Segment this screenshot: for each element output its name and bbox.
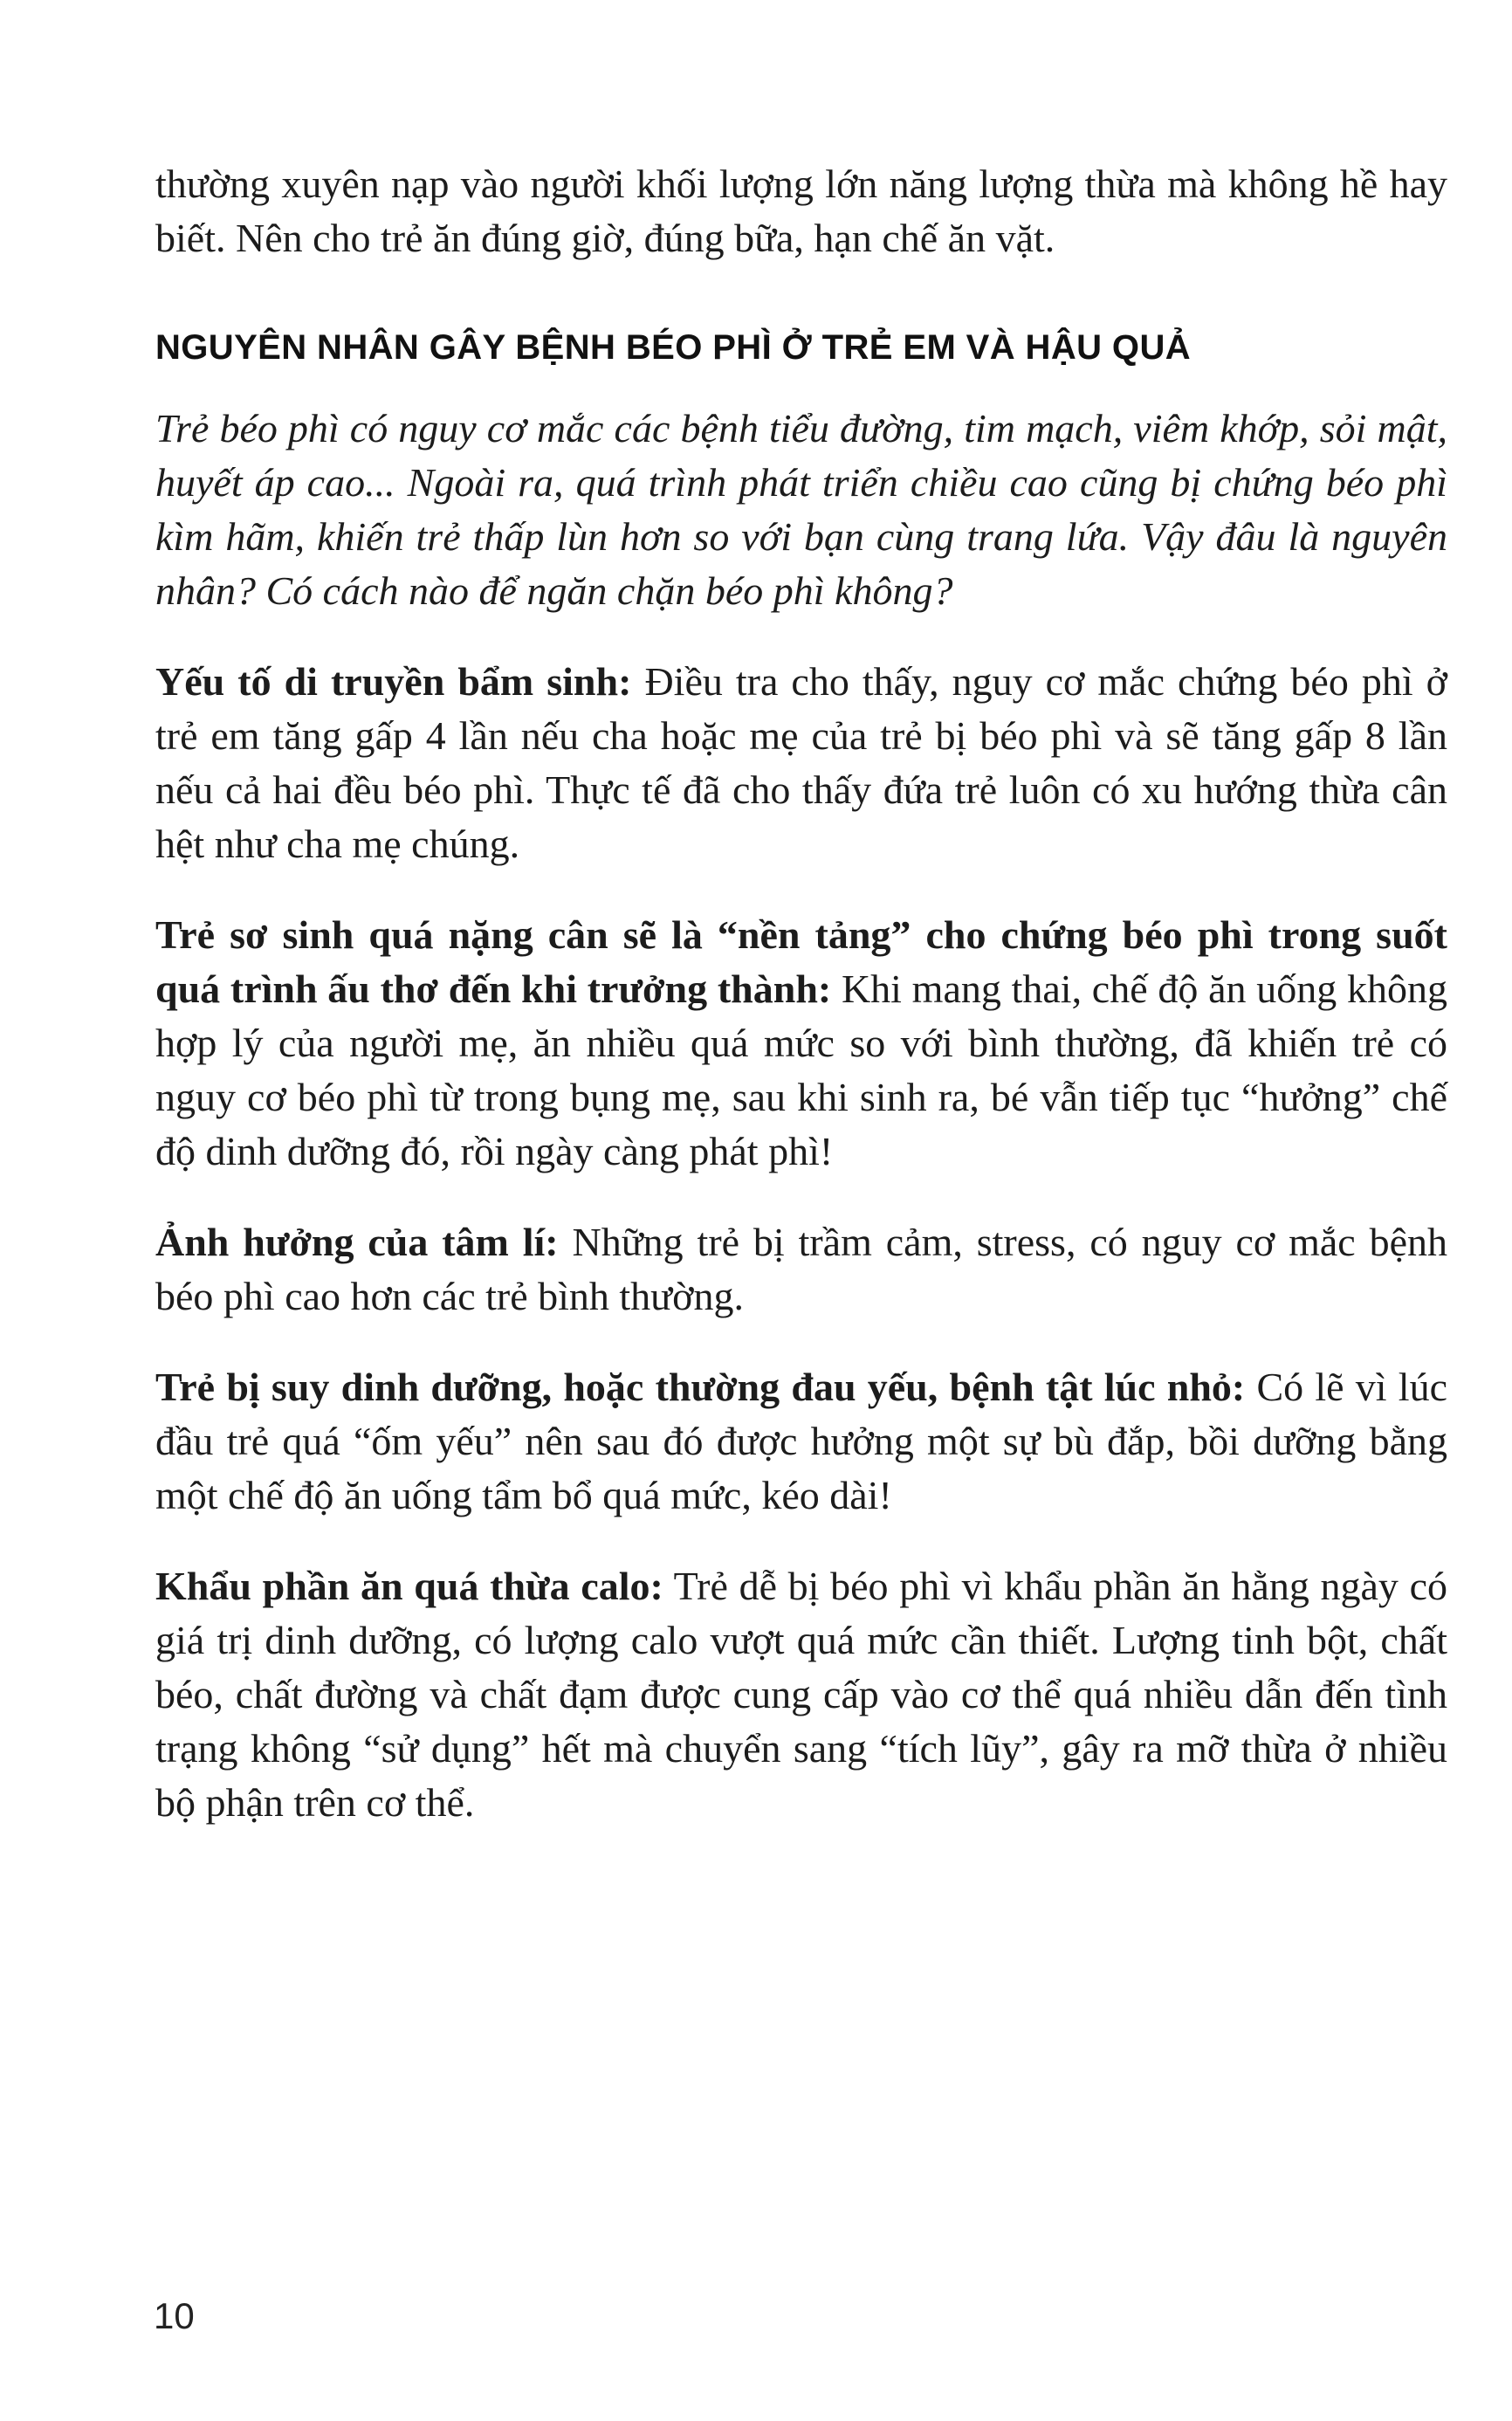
section-heading: NGUYÊN NHÂN GÂY BỆNH BÉO PHÌ Ở TRẺ EM VÀ HẬU QUẢ: [155, 328, 1192, 367]
cause-text: Những trẻ bị trầm cảm, stress, có nguy cơ mắc bệnh béo phì cao hơn các trẻ bình thường.: [155, 1220, 1447, 1318]
page-number: 10: [154, 2295, 195, 2336]
cause-paragraph-birth-weight: [155, 908, 1447, 1179]
intro-paragraph: Trẻ béo phì có nguy cơ mắc các bệnh tiểu đường, tim mạch, viêm khớp, sỏi mật, huyết áp cao... Ngoài ra, quá trình phát triển chiều cao cũng bị chứng béo phì kìm hãm, khiến trẻ thấp lùn hơn so với bạn cùng trang lứa. Vậy đâu là nguyên nhân? Có cách nào để ngăn chặn béo phì không?: [155, 406, 1447, 613]
cause-term: Trẻ sơ sinh quá nặng cân sẽ là “nền tảng” cho chứng béo phì trong suốt quá trình ấu thơ đến khi trưởng thành:: [155, 912, 1447, 1011]
cause-paragraph-malnutrition: [155, 1360, 1447, 1523]
cause-term: Yếu tố di truyền bẩm sinh:: [155, 659, 632, 704]
cause-paragraph-psychology: [155, 1215, 1447, 1324]
cause-paragraph-genetic: [155, 655, 1447, 871]
cause-term: Khẩu phần ăn quá thừa calo:: [155, 1564, 663, 1608]
cause-text: Khi mang thai, chế độ ăn uống không hợp lý của người mẹ, ăn nhiều quá mức so với bình thường, đã khiến trẻ có nguy cơ béo phì từ trong bụng mẹ, sau khi sinh ra, bé vẫn tiếp tục “hưởng” chế độ dinh dưỡng đó, rồi ngày càng phát phì!: [155, 966, 1447, 1173]
cause-term: Ảnh hưởng của tâm lí:: [155, 1220, 559, 1264]
cause-text: Có lẽ vì lúc đầu trẻ quá “ốm yếu” nên sau đó được hưởng một sự bù đắp, bồi dưỡng bằng một chế độ ăn uống tẩm bổ quá mức, kéo dài!: [155, 1365, 1447, 1517]
cause-text: Trẻ dễ bị béo phì vì khẩu phần ăn hằng ngày có giá trị dinh dưỡng, có lượng calo vượt quá mức cần thiết. Lượng tinh bột, chất béo, chất đường và chất đạm được cung cấp vào cơ thể quá nhiều dẫn đến tình trạng không “sử dụng” hết mà chuyển sang “tích lũy”, gây ra mỡ thừa ở nhiều bộ phận trên cơ thể.: [155, 1564, 1448, 1825]
continued-paragraph: thường xuyên nạp vào người khối lượng lớn năng lượng thừa mà không hề hay biết. Nên cho trẻ ăn đúng giờ, đúng bữa, hạn chế ăn vặt.: [155, 162, 1447, 260]
cause-paragraph-calories: [155, 1559, 1447, 1830]
cause-term: Trẻ bị suy dinh dưỡng, hoặc thường đau yếu, bệnh tật lúc nhỏ:: [155, 1365, 1246, 1409]
cause-text: Điều tra cho thấy, nguy cơ mắc chứng béo phì ở trẻ em tăng gấp 4 lần nếu cha hoặc mẹ của trẻ bị béo phì và sẽ tăng gấp 8 lần nếu cả hai đều béo phì. Thực tế đã cho thấy đứa trẻ luôn có xu hướng thừa cân hệt như cha mẹ chúng.: [155, 659, 1447, 866]
